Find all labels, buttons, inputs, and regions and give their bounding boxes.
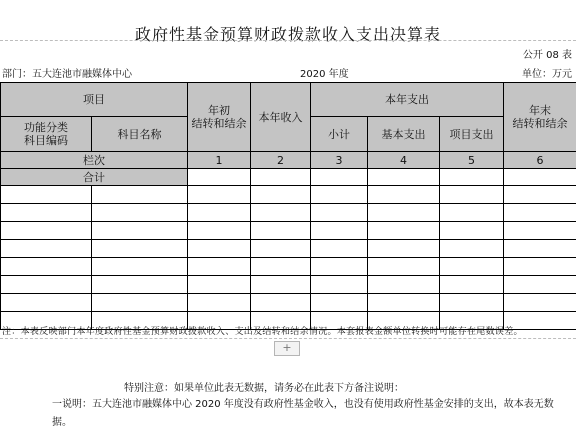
table-cell[interactable]: [311, 186, 368, 204]
table-cell[interactable]: [311, 169, 368, 186]
table-row: [1, 294, 576, 312]
header-project-expense: 项目支出: [440, 117, 504, 152]
table-cell[interactable]: [311, 258, 368, 276]
table-cell[interactable]: [368, 240, 440, 258]
table-cell[interactable]: [368, 294, 440, 312]
table-cell[interactable]: [1, 204, 92, 222]
column-index-label: 栏次: [1, 152, 188, 169]
table-cell[interactable]: [368, 276, 440, 294]
table-cell[interactable]: [504, 169, 576, 186]
table-row: [1, 186, 576, 204]
table-cell[interactable]: [1, 294, 92, 312]
table-cell[interactable]: [1, 258, 92, 276]
table-cell[interactable]: [251, 258, 311, 276]
table-footnote: 注：本表反映部门本年度政府性基金预算财政拨款收入、支出及结转和结余情况。本套报表金额单位转换时可能存在尾数误差。: [2, 327, 523, 337]
column-number: 5: [440, 152, 504, 169]
header-income: 本年收入: [251, 83, 311, 152]
table-cell[interactable]: [504, 204, 576, 222]
column-number: 6: [504, 152, 576, 169]
table-cell[interactable]: [504, 258, 576, 276]
header-subtotal: 小计: [311, 117, 368, 152]
table-cell[interactable]: [251, 204, 311, 222]
table-row: [1, 222, 576, 240]
table-cell[interactable]: [368, 186, 440, 204]
table-cell[interactable]: [92, 222, 188, 240]
table-cell[interactable]: [92, 204, 188, 222]
table-cell[interactable]: [311, 204, 368, 222]
table-cell[interactable]: [311, 222, 368, 240]
table-cell[interactable]: [368, 258, 440, 276]
table-cell[interactable]: [368, 222, 440, 240]
table-cell[interactable]: [504, 240, 576, 258]
table-cell[interactable]: [368, 169, 440, 186]
table-cell[interactable]: [504, 186, 576, 204]
table-cell[interactable]: [504, 294, 576, 312]
table-cell[interactable]: [311, 276, 368, 294]
header-project: 项目: [1, 83, 188, 117]
table-cell[interactable]: [368, 204, 440, 222]
table-row: [1, 276, 576, 294]
department-label: 部门：五大连池市融媒体中心: [2, 69, 132, 80]
table-cell[interactable]: [92, 240, 188, 258]
table-cell[interactable]: [92, 186, 188, 204]
table-cell[interactable]: [440, 222, 504, 240]
divider: [0, 40, 576, 41]
table-cell[interactable]: [504, 222, 576, 240]
total-row-label: 合计: [1, 169, 188, 186]
budget-table: [0, 82, 576, 330]
table-cell[interactable]: [440, 186, 504, 204]
table-cell[interactable]: [188, 186, 251, 204]
table-cell[interactable]: [440, 204, 504, 222]
column-number: 3: [311, 152, 368, 169]
add-row-button[interactable]: +: [274, 341, 300, 356]
table-cell[interactable]: [311, 240, 368, 258]
table-cell[interactable]: [440, 276, 504, 294]
table-cell[interactable]: [251, 276, 311, 294]
table-cell[interactable]: [188, 240, 251, 258]
table-cell[interactable]: [188, 222, 251, 240]
table-cell[interactable]: [1, 186, 92, 204]
table-cell[interactable]: [251, 240, 311, 258]
table-cell[interactable]: [1, 276, 92, 294]
special-note: 特别注意：如果单位此表无数据，请务必在此表下方备注说明：: [124, 383, 404, 394]
section-divider: [0, 338, 576, 339]
column-number: 2: [251, 152, 311, 169]
report-title: 政府性基金预算财政拨款收入支出决算表: [134, 25, 441, 44]
table-cell[interactable]: [440, 169, 504, 186]
table-cell[interactable]: [251, 186, 311, 204]
table-cell[interactable]: [188, 276, 251, 294]
table-row: [1, 240, 576, 258]
table-cell[interactable]: [1, 240, 92, 258]
header-func-code: 功能分类 科目编码: [1, 117, 92, 152]
table-cell[interactable]: [188, 204, 251, 222]
table-cell[interactable]: [251, 294, 311, 312]
table-cell[interactable]: [188, 258, 251, 276]
table-cell[interactable]: [440, 294, 504, 312]
table-cell[interactable]: [188, 169, 251, 186]
table-cell[interactable]: [504, 276, 576, 294]
table-cell[interactable]: [92, 258, 188, 276]
table-cell[interactable]: [92, 276, 188, 294]
table-cell[interactable]: [188, 294, 251, 312]
table-cell[interactable]: [311, 294, 368, 312]
table-cell[interactable]: [1, 222, 92, 240]
unit-label: 单位：万元: [522, 69, 572, 80]
form-code: 公开 08 表: [522, 50, 572, 61]
table-cell[interactable]: [251, 169, 311, 186]
table-cell[interactable]: [440, 240, 504, 258]
table-cell[interactable]: [251, 222, 311, 240]
column-number: 4: [368, 152, 440, 169]
header-end-balance: 年末 结转和结余: [504, 83, 576, 152]
explanation-text: 一说明：五大连池市融媒体中心 2020 年度没有政府性基金收入，也没有使用政府性基金安排的支出，故本表无数据。: [52, 399, 554, 428]
header-begin-balance: 年初 结转和结余: [188, 83, 251, 152]
column-number: 1: [188, 152, 251, 169]
table-row: [1, 258, 576, 276]
table-cell[interactable]: [440, 258, 504, 276]
header-basic-expense: 基本支出: [368, 117, 440, 152]
header-expense: 本年支出: [311, 83, 504, 117]
year-label: 2020 年度: [300, 69, 349, 80]
table-cell[interactable]: [92, 294, 188, 312]
header-subject-name: 科目名称: [92, 117, 188, 152]
table-row: [1, 204, 576, 222]
